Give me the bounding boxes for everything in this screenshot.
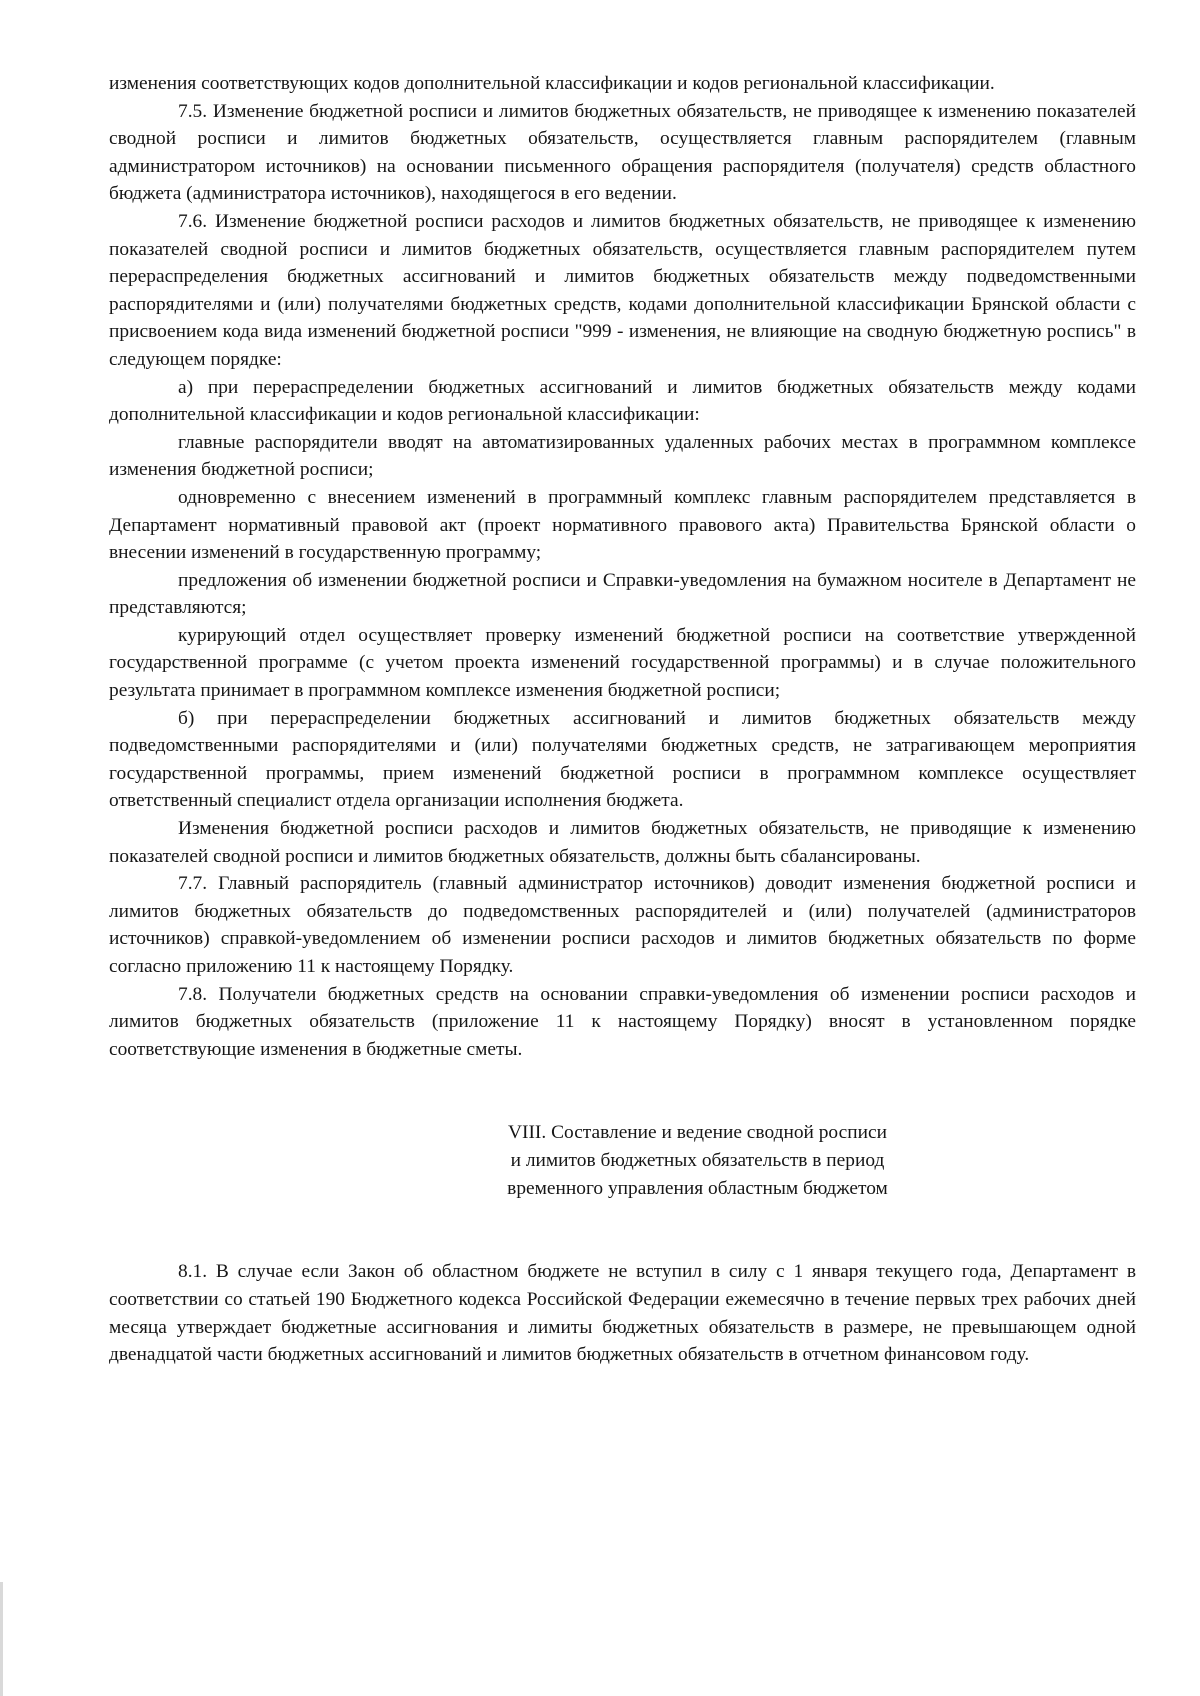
paragraph-7-6-b: б) при перераспределении бюджетных ассигнований и лимитов бюджетных обязательств между подведомственными распорядителями и (или) получателями бюджетных средств, не затрагивающем мероприятия государственной программы, прием изменений бюджетной росписи в программном комплексе осуществляет ответственный специалист отдела организации исполнения бюджета. xyxy=(109,707,1136,812)
paragraph-main-managers: главные распорядители вводят на автоматизированных удаленных рабочих местах в программном комплексе изменения бюджетной росписи; xyxy=(109,431,1136,481)
paragraph-simultaneously: одновременно с внесением изменений в программный комплекс главным распорядителем представляется в Департамент нормативный правовой акт (проект нормативного правового акта) Правительства Брянской области о внесении изменений в государственную программу; xyxy=(109,486,1136,564)
paragraph-8-1: 8.1. В случае если Закон об областном бюджете не вступил в силу с 1 января текущего года, Департамент в соответствии со статьей 190 Бюджетного кодекса Российской Федерации ежемесячно в течение первых трех рабочих дней месяца утверждает бюджетные ассигнования и лимиты бюджетных обязательств в размере, не превышающем одной двенадцатой части бюджетных ассигнований и лимитов бюджетных обязательств в отчетном финансовом году. xyxy=(109,1261,1136,1366)
section-heading-viii xyxy=(109,1119,1136,1203)
paragraph-proposals: предложения об изменении бюджетной росписи и Справки-уведомления на бумажном носителе в Департамент не представляются; xyxy=(109,569,1136,619)
paragraph-supervising-department: курирующий отдел осуществляет проверку изменений бюджетной росписи на соответствие утвержденной государственной программе (с учетом проекта изменений государственной программы) и в случае положительного результата принимает в программном комплексе изменения бюджетной росписи; xyxy=(109,624,1136,702)
scan-edge-mark xyxy=(0,1582,3,1696)
section-heading-line: и лимитов бюджетных обязательств в период xyxy=(510,1150,885,1172)
paragraph-continuation: изменения соответствующих кодов дополнительной классификации и кодов региональной классификации. xyxy=(109,73,995,94)
paragraph-7-8: 7.8. Получатели бюджетных средств на основании справки-уведомления об изменении росписи расходов и лимитов бюджетных обязательств (приложение 11 к настоящему Порядку) вносят в установленном порядке соответствующие изменения в бюджетные сметы. xyxy=(109,983,1136,1060)
paragraph-balanced-changes: Изменения бюджетной росписи расходов и лимитов бюджетных обязательств, не приводящие к изменению показателей сводной росписи и лимитов бюджетных обязательств, должны быть сбалансированы. xyxy=(109,818,1136,867)
paragraph-7-6: 7.6. Изменение бюджетной росписи расходов и лимитов бюджетных обязательств, не приводящее к изменению показателей сводной росписи и лимитов бюджетных обязательств, осуществляется главным распорядителем путем перераспределения бюджетных ассигнований и лимитов бюджетных обязательств между подведомственными распорядителями и (или) получателями бюджетных средств, кодами дополнительной классификации Брянской области с присвоением кода вида изменений бюджетной росписи "999 - изменения, не влияющие на сводную бюджетную роспись" в следующем порядке: xyxy=(109,210,1136,370)
paragraph-7-5: 7.5. Изменение бюджетной росписи и лимитов бюджетных обязательств, не приводящее к изменению показателей сводной росписи и лимитов бюджетных обязательств, осуществляется главным распорядителем (главным администратором источников) на основании письменного обращения распорядителя (получателя) средств областного бюджета (администратора источников), находящегося в его ведении. xyxy=(109,100,1136,205)
paragraph-7-6-a: а) при перераспределении бюджетных ассигнований и лимитов бюджетных обязательств между кодами дополнительной классификации и кодов региональной классификации: xyxy=(109,376,1136,426)
document-page xyxy=(109,70,1136,1369)
section-heading-line: временного управления областным бюджетом xyxy=(507,1178,888,1200)
paragraph-7-7: 7.7. Главный распорядитель (главный администратор источников) доводит изменения бюджетной росписи и лимитов бюджетных обязательств до подведомственных распорядителей и (или) получателей (администраторов источников) справкой-уведомлением об изменении росписи расходов и лимитов бюджетных обязательств по форме согласно приложению 11 к настоящему Порядку. xyxy=(109,873,1136,977)
section-heading-line: VIII. Составление и ведение сводной росписи xyxy=(508,1122,887,1144)
